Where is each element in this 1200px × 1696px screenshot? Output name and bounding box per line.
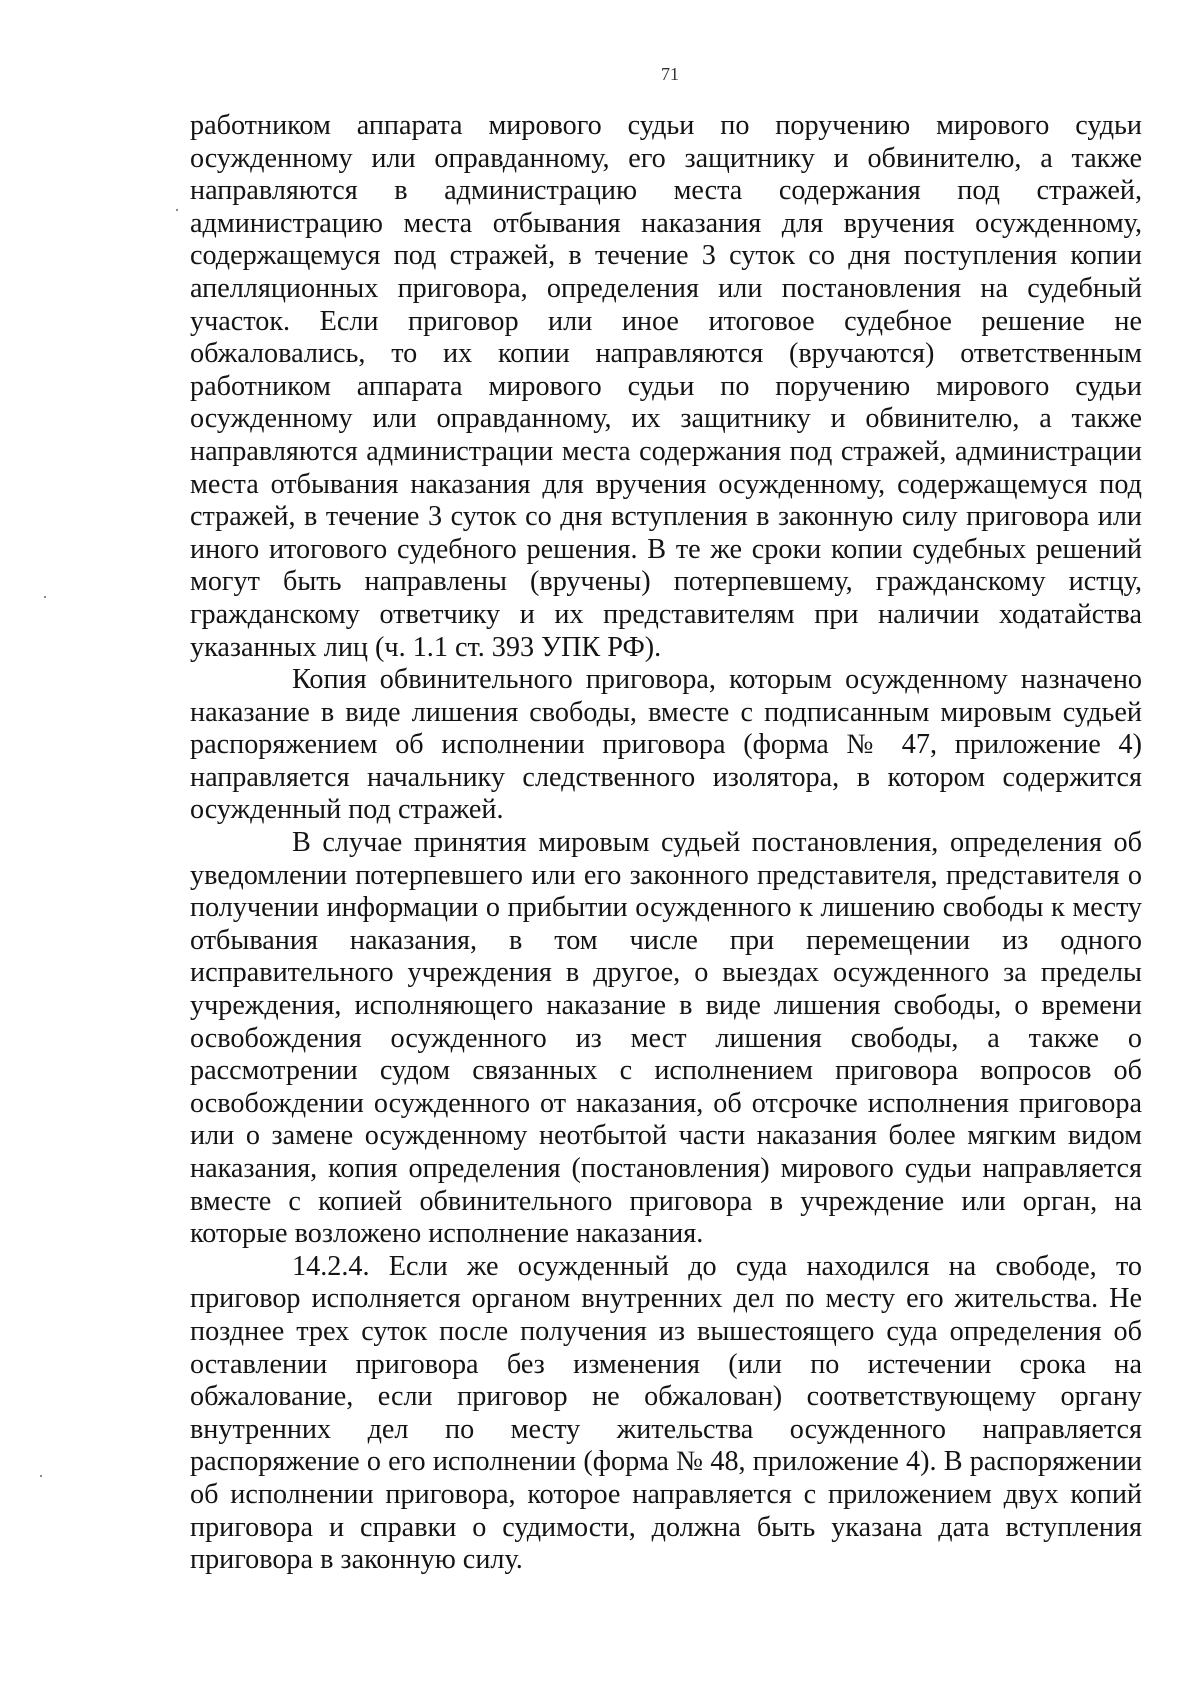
paragraph-14-2-4: 14.2.4. Если же осужденный до суда находился на свободе, то приговор исполняется органом внутренних дел по месту его жительства. Не позднее трех суток после получения из вышестоящего суда определения об оставлении приговора без изменения (или по истечении срока на обжалование, если приговор не обжалован) соответствующему органу внутренних дел по месту жительства осужденного направляется распоряжение о его исполнении (форма № 48, приложение 4). В распоряжении об исполнении приговора, которое направляется с приложением двух копий приговора и справки о судимости, должна быть указана дата вступления приговора в законную силу. [190, 1250, 1142, 1576]
paragraph-victim-notification: В случае принятия мировым судьей постановления, определения об уведомлении потерпевшего или его законного представителя, представителя о получении информации о прибытии осужденного к лишению свободы к месту отбывания наказания, в том числе при перемещении из одного исправительного учреждения в другое, о выездах осужденного за пределы учреждения, исполняющего наказание в виде лишения свободы, о времени освобождения осужденного из мест лишения свободы, а также о рассмотрении судом связанных с исполнением приговора вопросов об освобождении осужденного от наказания, об отсрочке исполнения приговора или о замене осужденному неотбытой части наказания более мягким видом наказания, копия определения (постановления) мирового судьи направляется вместе с копией обвинительного приговора в учреждение или орган, на которые возложено исполнение наказания. [190, 827, 1142, 1250]
page-number: 71 [661, 64, 679, 84]
document-body [190, 108, 1142, 1577]
paragraph-continued: работником аппарата мирового судьи по поручению мирового судьи осужденному или оправданному, его защитнику и обвинителю, а также направляются в администрацию места содержания под стражей, администрацию места отбывания наказания для вручения осужденному, содержащемуся под стражей, в течение 3 суток со дня поступления копии апелляционных приговора, определения или постановления на судебный участок. Если приговор или иное итоговое судебное решение не обжаловались, то их копии направляются (вручаются) ответственным работником аппарата мирового судьи по поручению мирового судьи осужденному или оправданному, их защитнику и обвинителю, а также направляются администрации места содержания под стражей, администрации места отбывания наказания для вручения осужденному, содержащемуся под стражей, в течение 3 суток со дня вступления в законную силу приговора или иного итогового судебного решения. В те же сроки копии судебных решений могут быть направлены (вручены) потерпевшему, гражданскому истцу, гражданскому ответчику и их представителям при наличии ходатайства указанных лиц (ч. 1.1 ст. 393 УПК РФ). [190, 110, 1142, 663]
paragraph-sentence-copy: Копия обвинительного приговора, которым осужденному назначено наказание в виде лишения свободы, вместе с подписанным мировым судьей распоряжением об исполнении приговора (форма № 47, приложение 4) направляется начальнику следственного изолятора, в котором содержится осужденный под стражей. [190, 664, 1142, 826]
scan-speck [40, 1475, 42, 1477]
scan-speck [176, 209, 178, 211]
scan-speck [44, 596, 46, 598]
